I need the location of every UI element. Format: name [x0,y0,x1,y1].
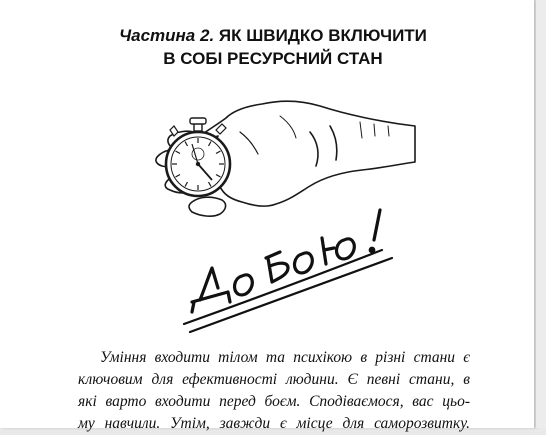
title-line-2: В СОБІ РЕСУРСНИЙ СТАН [163,49,383,68]
part-label: Частина 2. [119,26,215,45]
scrollbar-track[interactable] [536,0,546,428]
paragraph-line: Уміння входити тілом та психікою в різні стани є [100,349,470,366]
title-text-1: ЯК ШВИДКО ВКЛЮЧИТИ [218,26,427,45]
paragraph-line: му навчили. Утім, завжди є місце для саморозвитку. [78,415,470,432]
stopwatch-icon [166,118,230,196]
handwritten-slogan [184,210,392,332]
body-paragraph [78,347,470,435]
page-title [0,24,546,70]
title-line-1 [0,24,546,47]
paragraph-line: які варто входити перед боєм. Сподіваємося, вас цьо- [78,393,470,410]
paragraph-line: ключовим для ефективності людини. Є певні стани, в [78,371,470,388]
hand-stopwatch-illustration [130,92,420,342]
